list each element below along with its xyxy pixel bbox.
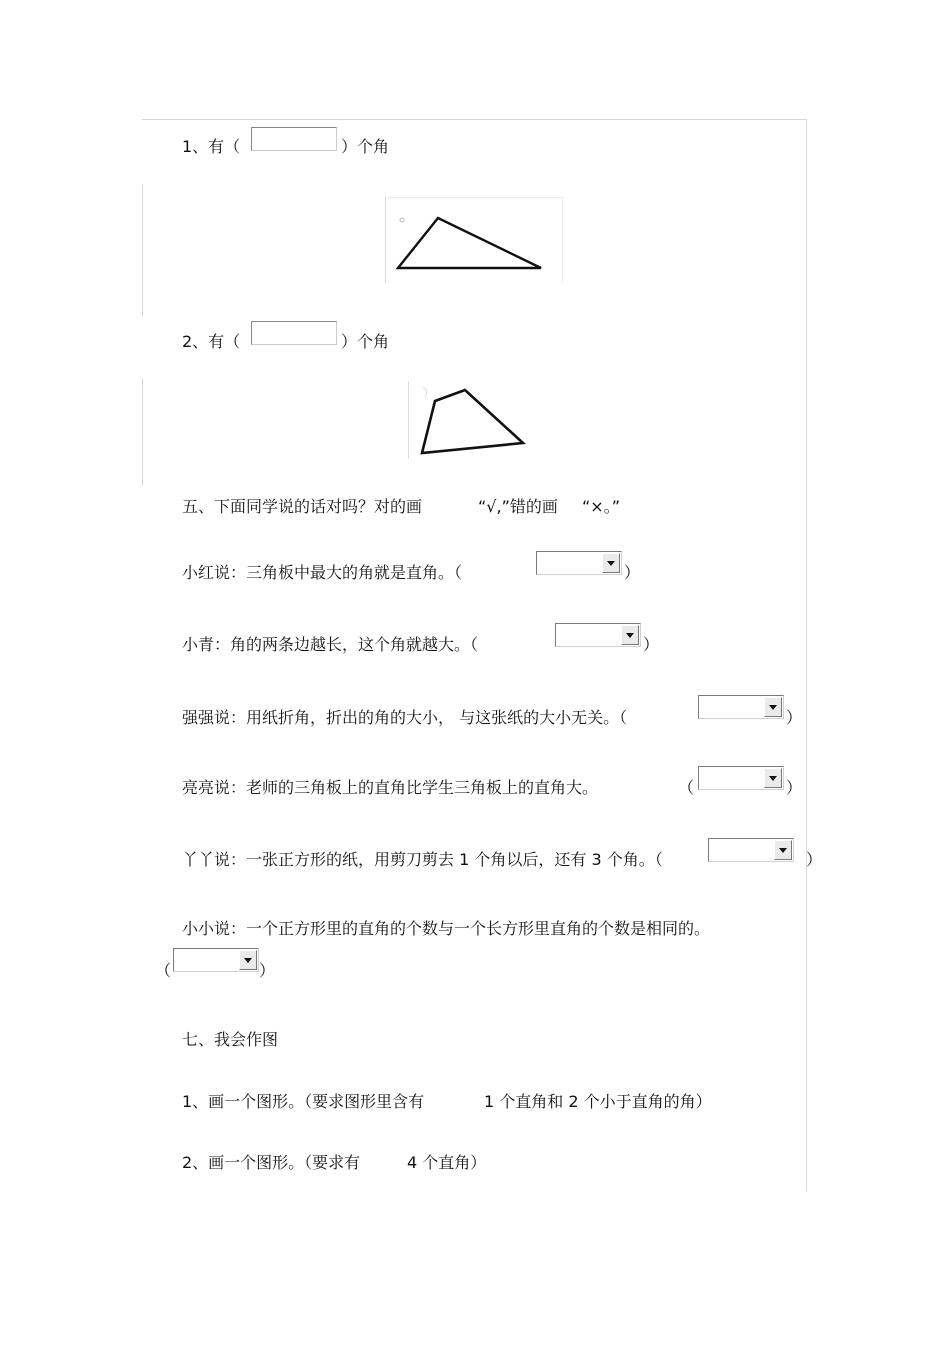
statement-1-close: ） — [624, 563, 641, 582]
triangle-figure — [385, 197, 563, 283]
statement-6: 小小说：一个正方形里的直角的个数与一个长方形里直角的个数是相同的。 — [182, 919, 711, 938]
statement-6-close: ） — [259, 961, 276, 980]
question-2-answer-input[interactable] — [251, 321, 337, 345]
triangle-shape — [386, 198, 562, 283]
drawing-task-1 — [182, 1092, 424, 1112]
statement-4-select[interactable] — [698, 766, 784, 790]
statement-5-close: ） — [806, 850, 823, 869]
drawing-task-1-b: 1 个直角和 2 个小于直角的角） — [484, 1092, 712, 1111]
frame-left-border — [142, 184, 143, 316]
chevron-down-icon[interactable] — [774, 840, 792, 860]
section-5-heading — [182, 497, 422, 517]
statement-3: 强强说：用纸折角，折出的角的大小， 与这张纸的大小无关。（ — [182, 708, 628, 727]
quadrilateral-shape — [409, 381, 539, 459]
question-1-answer-input[interactable] — [251, 127, 337, 151]
statement-5-select[interactable] — [708, 838, 794, 862]
statement-4-close: ） — [786, 778, 803, 797]
statement-3-close: ） — [786, 708, 803, 727]
statement-1-select[interactable] — [536, 551, 622, 575]
question-2 — [182, 332, 240, 352]
question-2-suffix: ）个角 — [341, 332, 390, 351]
statement-1: 小红说：三角板中最大的角就是直角。（ — [182, 563, 463, 582]
statement-5: 丫丫说：一张正方形的纸，用剪刀剪去 1 个角以后，还有 3 个角。（ — [182, 850, 663, 869]
drawing-task-2-b: 4 个直角） — [407, 1153, 487, 1172]
statement-2-close: ） — [643, 635, 660, 654]
section-5-heading-text: 五、下面同学说的话对吗？对的画 — [182, 497, 423, 516]
frame-right-border — [806, 119, 807, 1191]
quadrilateral-figure — [408, 381, 539, 459]
section-5-heading-wrong-mark: “×。” — [582, 497, 620, 516]
question-1-suffix: ）个角 — [341, 137, 390, 156]
question-2-prefix: 2、有（ — [182, 332, 241, 351]
chevron-down-icon[interactable] — [621, 625, 639, 645]
chevron-down-icon[interactable] — [764, 768, 782, 788]
question-1 — [182, 137, 240, 157]
frame-left-border — [142, 378, 143, 486]
statement-2-select[interactable] — [555, 623, 641, 647]
statement-6-open: （ — [155, 961, 172, 980]
statement-4-open: （ — [678, 778, 695, 797]
statement-6-select[interactable] — [173, 948, 259, 972]
statement-3-select[interactable] — [698, 695, 784, 719]
statement-2: 小青：角的两条边越长，这个角就越大。（ — [182, 635, 479, 654]
chevron-down-icon[interactable] — [764, 697, 782, 717]
section-5-heading-correct-mark: “√,”错的画 — [478, 497, 558, 516]
question-1-prefix: 1、有（ — [182, 137, 241, 156]
chevron-down-icon[interactable] — [239, 950, 257, 970]
chevron-down-icon[interactable] — [602, 553, 620, 573]
statement-4: 亮亮说：老师的三角板上的直角比学生三角板上的直角大。 — [182, 778, 599, 797]
drawing-task-2 — [182, 1153, 360, 1173]
drawing-task-1-text-a: 1、画一个图形。（要求图形里含有 — [182, 1092, 425, 1111]
section-7-heading: 七、我会作图 — [182, 1030, 279, 1049]
drawing-task-2-text-a: 2、画一个图形。（要求有 — [182, 1153, 361, 1172]
